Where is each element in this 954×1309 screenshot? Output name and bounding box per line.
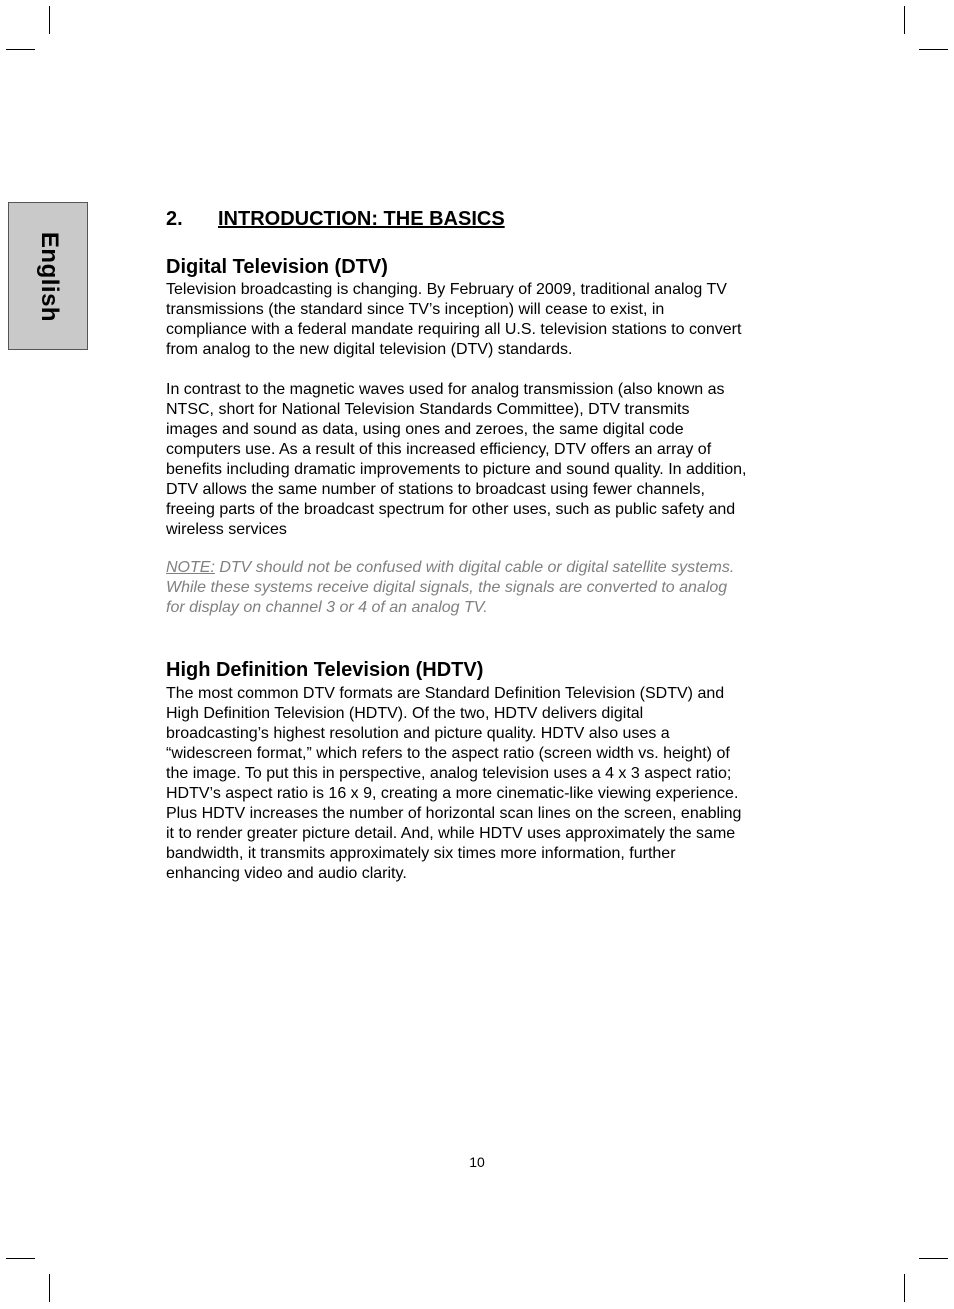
section-heading [166, 208, 505, 231]
text-line: computers use. As a result of this increased efficiency, DTV offers an array of [166, 441, 712, 458]
section-number: 2. [166, 208, 183, 230]
dtv-paragraph-1 [166, 280, 806, 360]
text-line: “widescreen format,” which refers to the aspect ratio (screen width vs. height) of [166, 745, 730, 762]
text-line: compliance with a federal mandate requiring all U.S. television stations to convert [166, 321, 742, 338]
crop-mark [919, 1258, 948, 1259]
text-line: The most common DTV formats are Standard Definition Television (SDTV) and [166, 685, 725, 702]
text-line: NTSC, short for National Television Standards Committee), DTV transmits [166, 401, 690, 418]
text-line: images and sound as data, using ones and zeroes, the same digital code [166, 421, 684, 438]
text-line: bandwidth, it transmits approximately six times more information, further [166, 845, 676, 862]
text-line: enhancing video and audio clarity. [166, 865, 407, 882]
text-line: benefits including dramatic improvements to picture and sound quality. In addition, [166, 461, 747, 478]
note-label: NOTE: [166, 559, 215, 576]
dtv-heading: Digital Television (DTV) [166, 256, 388, 278]
note-text: DTV should not be confused with digital cable or digital satellite systems. [214, 559, 735, 576]
text-line: High Definition Television (HDTV). Of the two, HDTV delivers digital [166, 705, 644, 722]
crop-mark [904, 1274, 905, 1302]
text-line: for display on channel 3 or 4 of an analog TV. [166, 599, 488, 616]
hdtv-heading: High Definition Television (HDTV) [166, 659, 484, 681]
dtv-note [166, 558, 806, 618]
crop-mark [919, 49, 948, 50]
text-line: freeing parts of the broadcast spectrum for other uses, such as public safety and [166, 501, 736, 518]
text-line: HDTV’s aspect ratio is 16 x 9, creating a more cinematic-like viewing experience. [166, 785, 739, 802]
crop-mark [49, 6, 50, 34]
page-number: 10 [469, 1154, 485, 1170]
text-line: Television broadcasting is changing. By February of 2009, traditional analog TV [166, 281, 727, 298]
text-line: the image. To put this in perspective, analog television uses a 4 x 3 aspect ratio; [166, 765, 732, 782]
text-line: While these systems receive digital signals, the signals are converted to analog [166, 579, 728, 596]
text-line: In contrast to the magnetic waves used for analog transmission (also known as [166, 381, 725, 398]
crop-mark [6, 49, 35, 50]
dtv-paragraph-2 [166, 380, 806, 540]
hdtv-paragraph [166, 684, 806, 884]
crop-mark [904, 6, 905, 34]
language-tab-label: English [36, 231, 63, 323]
text-line: wireless services [166, 521, 287, 538]
language-tab [8, 202, 88, 350]
text-line: transmissions (the standard since TV’s inception) will cease to exist, in [166, 301, 665, 318]
crop-mark [49, 1274, 50, 1302]
text-line: Plus HDTV increases the number of horizontal scan lines on the screen, enabling [166, 805, 742, 822]
section-title: INTRODUCTION: THE BASICS [218, 208, 505, 230]
crop-mark [6, 1258, 35, 1259]
text-line: DTV allows the same number of stations to broadcast using fewer channels, [166, 481, 705, 498]
text-line: from analog to the new digital television (DTV) standards. [166, 341, 573, 358]
text-line: broadcasting’s highest resolution and picture quality. HDTV also uses a [166, 725, 670, 742]
text-line: it to render greater picture detail. And, while HDTV uses approximately the same [166, 825, 736, 842]
text-line [166, 558, 806, 578]
